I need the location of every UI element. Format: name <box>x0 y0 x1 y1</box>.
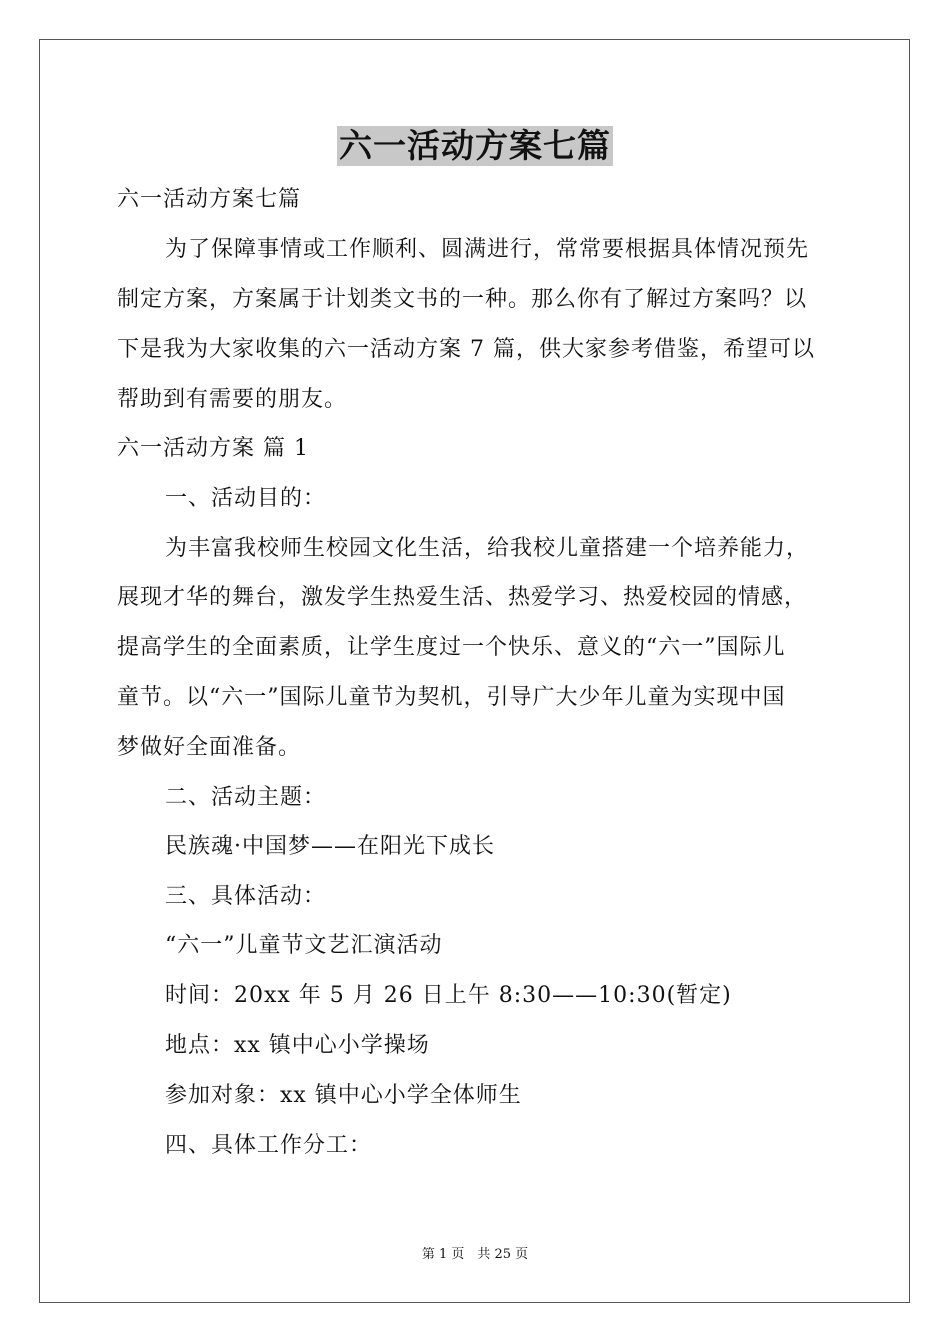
heading-theme: 二、活动主题： <box>165 785 327 810</box>
page-footer: 第 1 页 共 25 页 <box>421 1247 529 1262</box>
heading-division: 四、具体工作分工： <box>165 1133 373 1158</box>
purpose-line-4: 童节。以“六一”国际儿童节为契机，引导广大少年儿童为实现中国 <box>117 685 786 710</box>
purpose-line-5: 梦做好全面准备。 <box>117 735 302 760</box>
intro-line-2: 制定方案，方案属于计划类文书的一种。那么你有了解过方案吗？以 <box>117 287 808 312</box>
heading-activities: 三、具体活动： <box>165 884 327 909</box>
section-heading: 六一活动方案 篇 1 <box>117 436 309 461</box>
theme-text: 民族魂·中国梦——在阳光下成长 <box>165 834 495 859</box>
activity-participants: 参加对象：xx 镇中心小学全体师生 <box>165 1083 522 1108</box>
page-border <box>39 39 910 1303</box>
activity-name: “六一”儿童节文艺汇演活动 <box>165 933 443 958</box>
document-title: 六一活动方案七篇 <box>339 126 611 165</box>
purpose-line-3: 提高学生的全面素质，让学生度过一个快乐、意义的“六一”国际儿 <box>117 635 786 660</box>
heading-purpose: 一、活动目的： <box>165 486 327 511</box>
subtitle-line: 六一活动方案七篇 <box>117 187 302 212</box>
activity-location: 地点：xx 镇中心小学操场 <box>165 1033 430 1058</box>
purpose-line-2: 展现才华的舞台，激发学生热爱生活、热爱学习、热爱校园的情感， <box>117 585 808 610</box>
activity-time: 时间：20xx 年 5 月 26 日上午 8:30——10:30(暂定) <box>165 983 732 1008</box>
purpose-line-1: 为丰富我校师生校园文化生活，给我校儿童搭建一个培养能力， <box>165 536 810 561</box>
intro-line-1: 为了保障事情或工作顺利、圆满进行，常常要根据具体情况预先 <box>165 237 810 262</box>
intro-line-4: 帮助到有需要的朋友。 <box>117 387 348 412</box>
title-container <box>0 126 950 166</box>
intro-line-3: 下是我为大家收集的六一活动方案 7 篇，供大家参考借鉴，希望可以 <box>117 337 815 362</box>
